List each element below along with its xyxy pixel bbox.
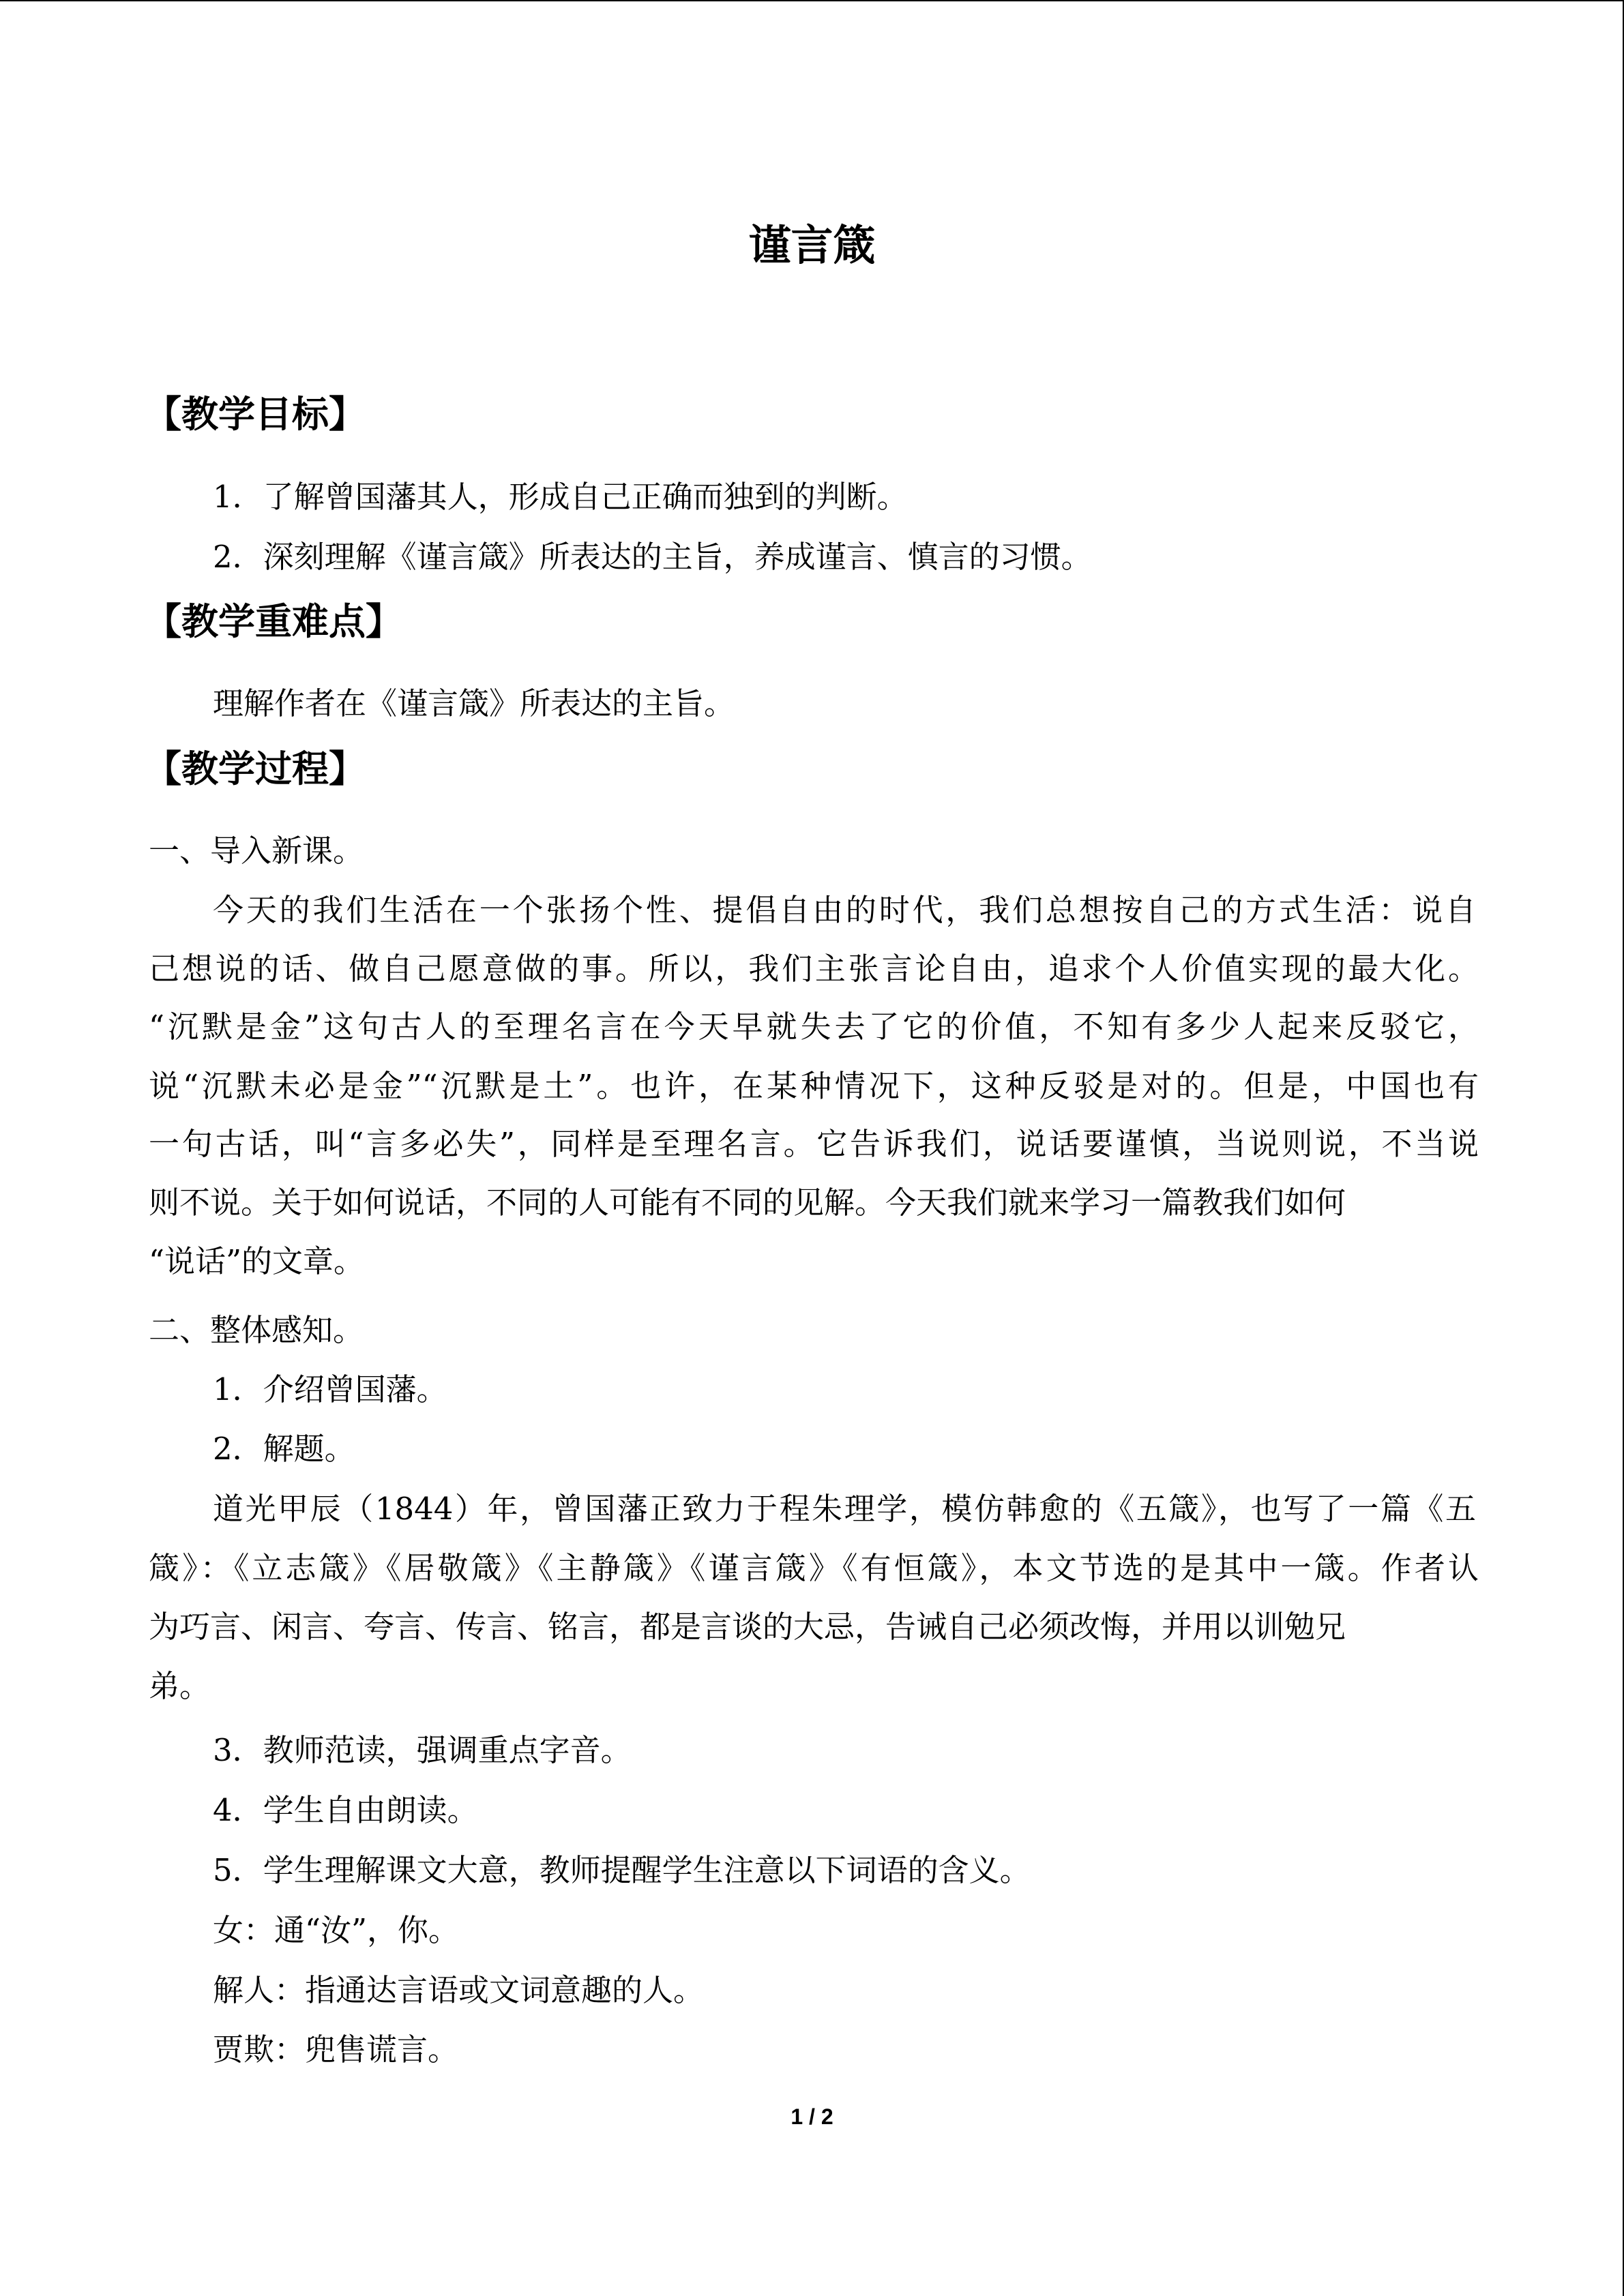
goal-item-2: 2．深刻理解《谨言箴》所表达的主旨，养成谨言、慎言的习惯。 [213, 539, 1092, 575]
part1-paragraph-line-2: 己想说的话、做自己愿意做的事。所以，我们主张言论自由，追求个人价值实现的最大化。 [149, 951, 1479, 987]
part2-item-1: 1．介绍曾国藩。 [213, 1371, 447, 1407]
section-heading-process: 【教学过程】 [145, 747, 366, 790]
part1-paragraph-line-3: “沉默是金”这句古人的至理名言在今天早就失去了它的价值，不知有多少人起来反驳它， [149, 1009, 1479, 1045]
part2-heading: 二、整体感知。 [149, 1312, 364, 1348]
glossary-item-2: 解人：指通达言语或文词意趣的人。 [213, 1972, 705, 2008]
part1-paragraph-line-4: 说“沉默未必是金”“沉默是土”。也许，在某种情况下，这种反驳是对的。但是，中国也有 [149, 1068, 1479, 1104]
document-title: 谨言箴 [748, 220, 876, 270]
part2-item-5: 5．学生理解课文大意，教师提醒学生注意以下词语的含义。 [213, 1852, 1031, 1888]
part2-item-2: 2．解题。 [213, 1431, 355, 1467]
part2-paragraph-line-3: 为巧言、闲言、夸言、传言、铭言，都是言谈的大忌，告诫自己必须改悔，并用以训勉兄 [149, 1609, 1346, 1645]
part2-item-4: 4．学生自由朗读。 [213, 1792, 478, 1828]
glossary-item-3: 贾欺：兜售谎言。 [213, 2031, 459, 2068]
part2-paragraph-line-2: 箴》：《立志箴》《居敬箴》《主静箴》《谨言箴》《有恒箴》，本文节选的是其中一箴。作者认 [149, 1550, 1479, 1586]
goal-item-1: 1．了解曾国藩其人，形成自己正确而独到的判断。 [213, 479, 908, 515]
section-heading-goals: 【教学目标】 [145, 392, 366, 436]
part1-paragraph-line-6: 则不说。关于如何说话，不同的人可能有不同的见解。今天我们就来学习一篇教我们如何 [149, 1184, 1346, 1221]
part1-heading: 一、导入新课。 [149, 833, 364, 869]
part2-paragraph-line-4: 弟。 [149, 1668, 211, 1704]
part1-paragraph-line-1: 今天的我们生活在一个张扬个性、提倡自由的时代，我们总想按自己的方式生活：说自 [213, 892, 1476, 928]
key-points-text: 理解作者在《谨言箴》所表达的主旨。 [213, 685, 735, 721]
section-heading-key-points: 【教学重难点】 [145, 599, 402, 643]
page-number: 1 / 2 [791, 2104, 833, 2129]
part2-paragraph-line-1: 道光甲辰（1844）年，曾国藩正致力于程朱理学，模仿韩愈的《五箴》，也写了一篇《五 [213, 1491, 1476, 1527]
part1-paragraph-line-7: “说话”的文章。 [149, 1243, 365, 1279]
part2-item-3: 3．教师范读，强调重点字音。 [213, 1732, 632, 1768]
part1-paragraph-line-5: 一句古话，叫“言多必失”，同样是至理名言。它告诉我们，说话要谨慎，当说则说，不当说 [149, 1126, 1479, 1162]
glossary-item-1: 女：通“汝”，你。 [213, 1912, 460, 1948]
